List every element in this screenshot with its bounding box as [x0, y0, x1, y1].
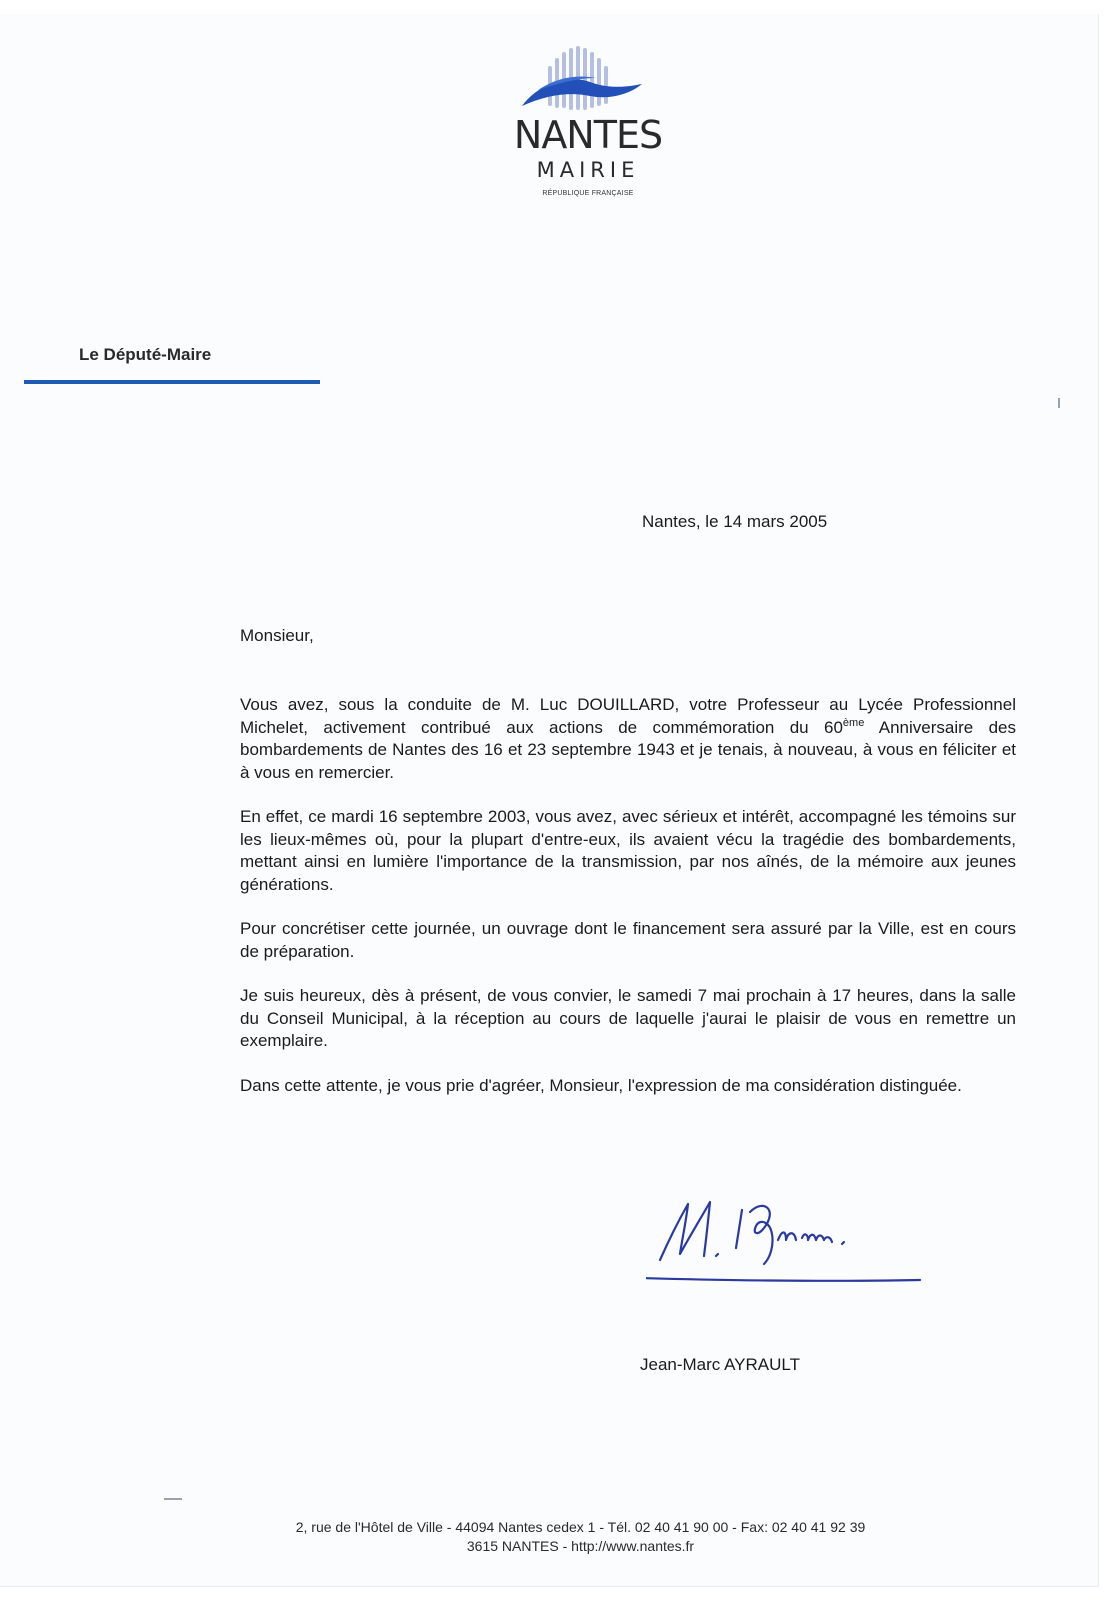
handwritten-signature-icon [646, 1182, 936, 1292]
paragraph-4: Je suis heureux, dès à présent, de vous convier, le samedi 7 mai prochain à 17 heures, dans la salle du Conseil Municipal, à la réception au cours de laquelle j'aurai le plaisir de vous en remettre un exemplaire. [240, 986, 1016, 1050]
superscript-ordinal: ème [842, 716, 865, 729]
paragraph-1-start: Vous avez, sous la conduite de M. Luc DOUILLARD, votre Professeur au Lycée Professionnel Michelet, activement contribué aux actions de commémoration du 60 [240, 695, 1016, 737]
paragraph-1 [240, 694, 1016, 784]
footer-address [0, 1518, 1111, 1556]
letterhead-city: NANTES [513, 113, 663, 157]
salutation: Monsieur, [240, 626, 314, 645]
signer-name: Jean-Marc AYRAULT [640, 1355, 800, 1374]
paragraph-2: En effet, ce mardi 16 septembre 2003, vous avez, avec sérieux et intérêt, accompagné les témoins sur les lieux-mêmes où, pour la plupart d'entre-eux, ils avaient vécu la tragédie des bombardements, mettant ainsi en lumière l'importance de la transmission, par nos aînés, de la mémoire aux jeunes générations. [240, 807, 1016, 894]
letterhead-republic: RÉPUBLIQUE FRANÇAISE [542, 190, 634, 197]
header-rule [24, 380, 320, 384]
letter-page [0, 14, 1099, 1587]
letter-body [240, 694, 1016, 1119]
scan-speck [164, 1498, 182, 1500]
letterhead-logo [508, 40, 668, 200]
footer-line-2: 3615 NANTES - http://www.nantes.fr [466, 1538, 695, 1554]
scan-speck [1058, 398, 1060, 408]
footer-line-1: 2, rue de l'Hôtel de Ville - 44094 Nantes cedex 1 - Tél. 02 40 41 90 00 - Fax: 02 40 41 92 39 [295, 1519, 866, 1535]
letter-date: Nantes, le 14 mars 2005 [642, 512, 828, 531]
paragraph-3: Pour concrétiser cette journée, un ouvrage dont le financement sera assuré par la Ville, est en cours de préparation. [240, 919, 1016, 961]
sender-title: Le Député-Maire [79, 345, 212, 364]
nantes-wave-logo-icon [518, 44, 658, 116]
paragraph-1-end: Anniversaire des bombardements de Nantes des 16 et 23 septembre 1943 et je tenais, à nouveau, à vous en féliciter et à vous en remercier. [240, 717, 1017, 782]
letterhead-office: MAIRIE [536, 158, 640, 182]
paragraph-5: Dans cette attente, je vous prie d'agréer, Monsieur, l'expression de ma considération distinguée. [240, 1075, 962, 1095]
